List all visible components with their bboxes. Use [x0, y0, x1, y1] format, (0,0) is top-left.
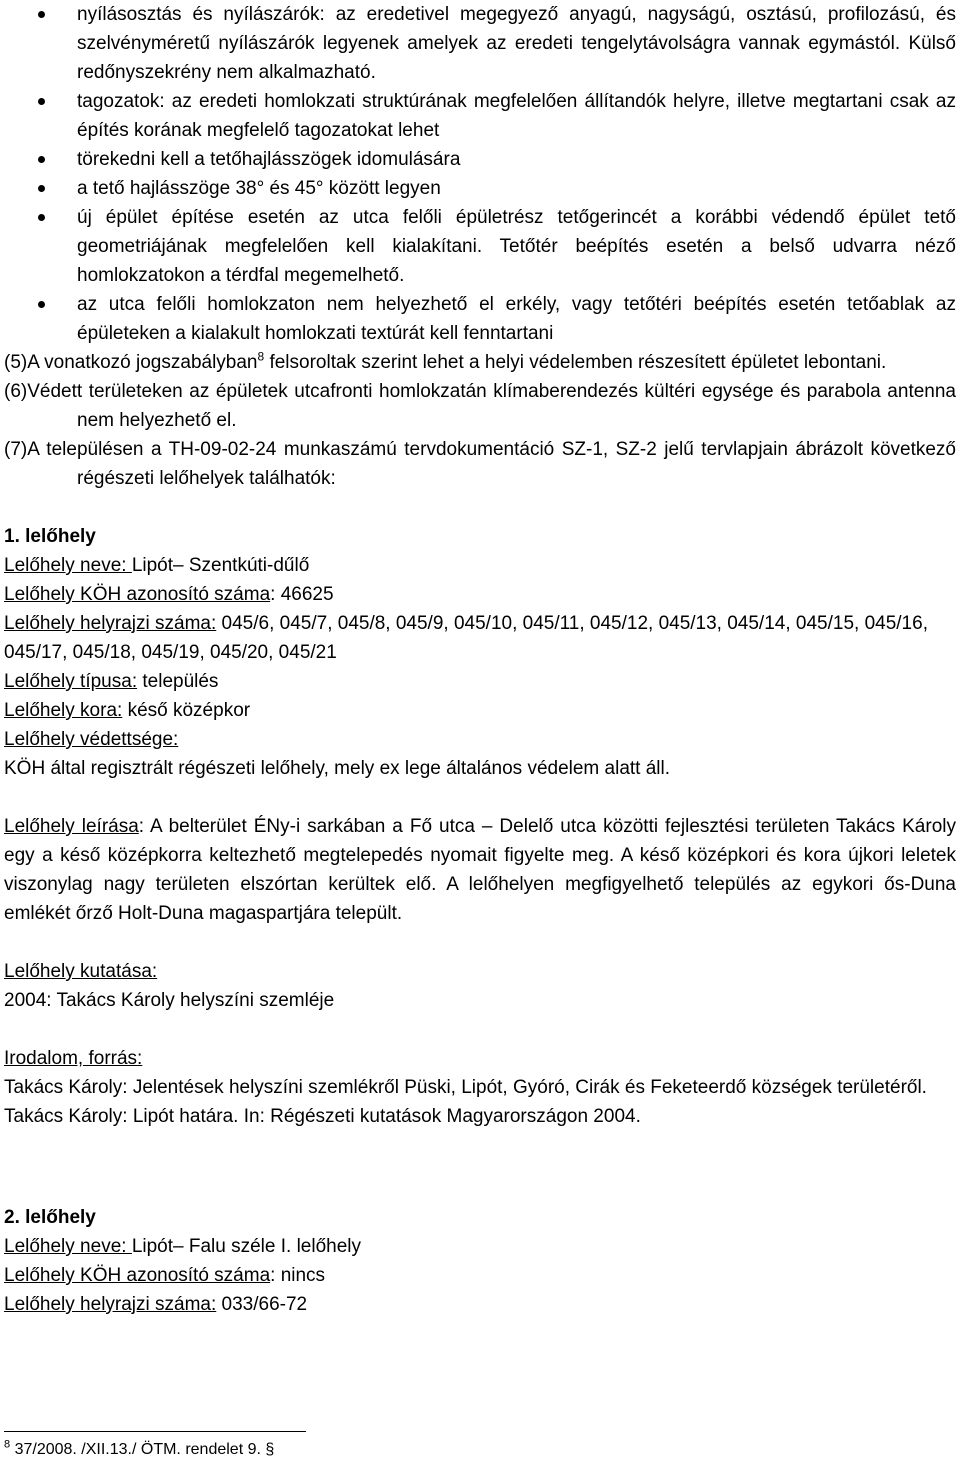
site-2: [4, 1203, 956, 1319]
list-item: a tető hajlásszöge 38° és 45° között legyen: [4, 174, 956, 203]
site-parcels: Lelőhely helyrajzi száma: 033/66-72: [4, 1294, 308, 1315]
site-age: Lelőhely kora: késő középkor: [4, 700, 251, 721]
footnote: [4, 1440, 274, 1460]
site-literature-item: Takács Károly: Jelentések helyszíni szemlékről Püski, Lipót, Gyóró, Cirák és Feketeerdő községek területéről.: [4, 1077, 927, 1098]
paragraph-7: (7)A településen a TH-09-02-24 munkaszámú tervdokumentáció SZ-1, SZ-2 jelű tervlapjain ábrázolt következő régészeti lelőhelyek találhatók:: [4, 439, 956, 489]
site-protection-label: Lelőhely védettsége:: [4, 729, 179, 750]
site-type: Lelőhely típusa: település: [4, 671, 219, 692]
footnote-divider: [4, 1431, 306, 1432]
site-name: Lelőhely neve: Lipót– Falu széle I. lelőhely: [4, 1236, 362, 1257]
footnote-ref: 8: [257, 349, 265, 364]
site-literature-label: Irodalom, forrás:: [4, 1048, 143, 1069]
site-parcels: Lelőhely helyrajzi száma: 045/6, 045/7, 045/8, 045/9, 045/10, 045/11, 045/12, 045/13, 045/14, 045/15, 045/16, 045/17, 045/18, 045/19, 045/20, 045/21: [4, 613, 928, 663]
footnote-number: 8: [4, 1438, 11, 1451]
site-literature-item: Takács Károly: Lipót határa. In: Régészeti kutatások Magyarországon 2004.: [4, 1106, 641, 1127]
list-item: törekedni kell a tetőhajlásszögek idomulására: [4, 145, 956, 174]
list-item: új épület építése esetén az utca felőli épületrész tetőgerincét a korábbi védendő épület tető geometriájának megfelelően kell kialakítani. Tetőtér beépítés esetén a belső udvarra néző homlokzatokon a térdfal megemelhető.: [4, 203, 956, 290]
site-name: Lelőhely neve: Lipót– Szentkúti-dűlő: [4, 555, 310, 576]
site-research: 2004: Takács Károly helyszíni szemléje: [4, 990, 335, 1011]
paragraph-5: (5)A vonatkozó jogszabályban$^8$ felsoroltak szerint lehet a helyi védelemben részesített épületet lebontani.: [4, 349, 887, 373]
site-heading: 2. lelőhely: [4, 1207, 96, 1228]
requirements-list: [4, 0, 956, 348]
site-koh-id: Lelőhely KÖH azonosító száma: 46625: [4, 584, 334, 605]
paragraph-6: (6)Védett területeken az épületek utcafronti homlokzatán klímaberendezés kültéri egysége és parabola antenna nem helyezhető el.: [4, 381, 956, 431]
site-protection: KÖH által regisztrált régészeti lelőhely, mely ex lege általános védelem alatt áll.: [4, 758, 671, 779]
site-research-label: Lelőhely kutatása:: [4, 961, 158, 982]
list-item: az utca felőli homlokzaton nem helyezhető el erkély, vagy tetőtéri beépítés esetén tetőablak az épületeken a kialakult homlokzati textúrát kell fenntartani: [4, 290, 956, 348]
list-item: tagozatok: az eredeti homlokzati struktúrának megfelelően állítandók helyre, illetve megtartani csak az építés korának megfelelő tagozatokat lehet: [4, 87, 956, 145]
footnote-text: 37/2008. /XII.13./ ÖTM. rendelet 9. §: [10, 1441, 275, 1458]
site-1: [4, 522, 956, 1131]
document-body: [4, 0, 956, 1319]
site-koh-id: Lelőhely KÖH azonosító száma: nincs: [4, 1265, 326, 1286]
site-heading: 1. lelőhely: [4, 526, 96, 547]
list-item: nyílásosztás és nyílászárók: az eredetivel megegyező anyagú, nagyságú, osztású, profilozású, és szelvényméretű nyílászárók legyenek amelyek az eredeti tengelytávolságra vannak egymástól. Külső redőnyszekrény nem alkalmazható.: [4, 0, 956, 87]
site-description: Lelőhely leírása: A belterület ÉNy-i sarkában a Fő utca – Delelő utca közötti fejlesztési területen Takács Károly egy a késő középkorra keltezhető megtelepedés nyomait figyelte meg. A késő középkori és kora újkori leletek viszonylag nagy területen elszórtan kerültek elő. A lelőhelyen megfigyelhető település az egykori ős-Duna emlékét őrző Holt-Duna magaspartjára települt.: [4, 816, 956, 924]
